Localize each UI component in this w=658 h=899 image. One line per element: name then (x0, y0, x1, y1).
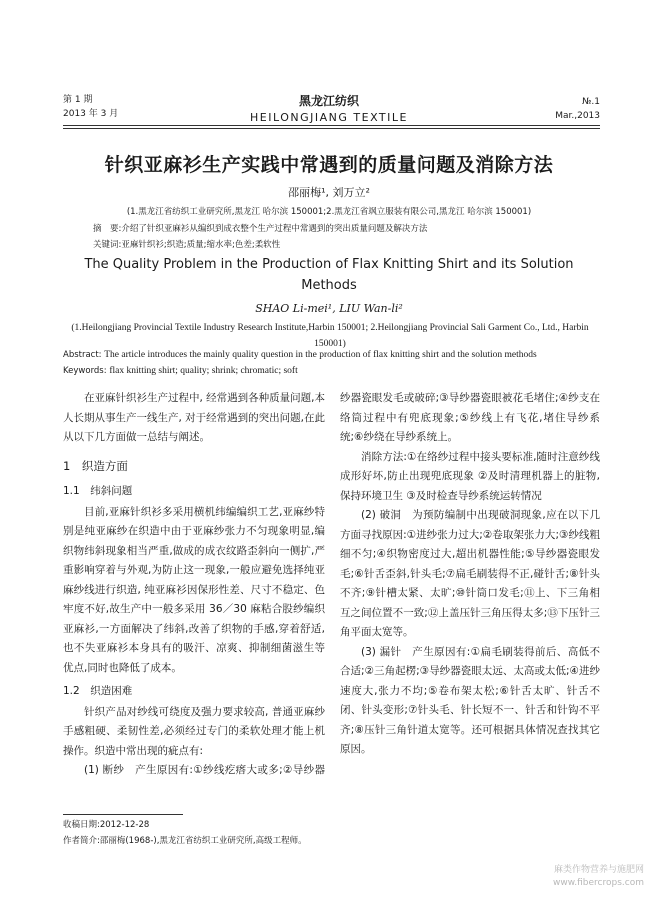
keywords-cn (93, 238, 280, 250)
authors-cn: 邵丽梅¹, 刘万立² (288, 186, 370, 199)
paragraph-dropped-stitch: (3) 漏针 产生原因有:①扁毛刷装得前后、高低不合适;②三角起楞;③导纱器瓷眼太远、太高或太低;④进纱速度大,张力不均;⑤卷布架太松;⑥针舌太旷、针舌不闭、针头变形;⑦针头毛、针长短不一、针舌和针钩不平齐;⑧压针三角针道太宽等。还可根据具体情况查找其它原因。 (340, 645, 600, 755)
article-title-cn: 针织亚麻衫生产实践中常遇到的质量问题及消除方法 (104, 154, 554, 176)
paragraph-1-1: 目前,亚麻针织衫多采用横机纬编编织工艺,亚麻纱特别是纯亚麻纱在织造中由于亚麻纱张力不匀现象明显,编织物纬斜现象相当严重,做成的成衣纹路歪斜向一侧扩,严重影响穿着与外观,为防止这一现象,一般应避免选择纯亚麻纱线进行织造, 纯亚麻衫因保形性差、尺寸不稳定、色牢度不好,故生产中一般多采用 36／30 麻粘合股纱编织亚麻衫,一方面解决了纬斜,改善了织物的手感,穿着舒适,也不失亚麻衫本身具有的吸汗、凉爽、抑制细菌滋生等优点,同时也降低了成本。 (63, 505, 325, 674)
affiliation-cn: (1.黑龙江省纺织工业研究所,黑龙江 哈尔滨 150001;2.黑龙江省飒立服装有限公司,黑龙江 哈尔滨 150001) (126, 207, 532, 217)
abstract-en-label: Abstract: (63, 350, 102, 360)
subsection-heading-1-2: 1.2 织造困难 (63, 685, 133, 697)
watermark-line-2: www.fibercrops.com (553, 878, 644, 888)
paragraph-holes: (2) 破洞 为预防编制中出现破洞现象,应在以下几方面寻找原因:①进纱张力过大;②卷取架张力大;③纱线粗细不匀;④织物密度过大,超出机器性能;⑤导纱器瓷眼发毛;⑥针舌歪斜,针头毛;⑦扁毛刷装得不正,碰针舌;⑧针头不齐;⑨针槽太紧、太旷;⑩针筒口发毛;⑪上、下三角相互之间位置不一致;⑫上盖压针三角压得太多;⑬下压针三角平面太宽等。 (340, 509, 600, 638)
keywords-en (63, 366, 298, 376)
paragraph-broken-yarn-continued: 纱器瓷眼发毛或破碎;③导纱器瓷眼被花毛堵住;④纱支在络筒过程中有兜底现象;⑤纱线上有飞花,堵住导纱系统;⑥纱绕在导纱系统上。 (340, 392, 600, 443)
affiliation-en: (1.Heilongjiang Provincial Textile Industry Research Institute,Harbin 150001; 2.Heilongjiang Provincial Sali Garment Co., Ltd., Harbin 150001) (71, 323, 589, 349)
journal-name-cn: 黑龙江纺织 (298, 94, 359, 108)
paragraph-1-2: 针织产品对纱线可绕度及强力要求较高, 普通亚麻纱手感粗硬、柔韧性差,必须经过专门的柔软处理才能上机操作。织造中常出现的疵点有: (63, 705, 325, 757)
abstract-cn (93, 222, 427, 234)
article-title-en-line2: Methods (301, 278, 357, 293)
body-left-column (63, 389, 325, 781)
received-date: 收稿日期:2012-12-28 (63, 820, 150, 830)
header-rule-bottom (63, 128, 600, 129)
abstract-en (63, 350, 603, 360)
subsection-heading-1-1: 1.1 纬斜问题 (63, 485, 133, 497)
keywords-en-label: Keywords: (63, 366, 107, 376)
journal-issue-en-block (555, 95, 600, 123)
author-bio: 作者简介:邵丽梅(1968-),黑龙江省纺织工业研究所,高级工程师。 (63, 836, 307, 846)
issue-number-cn: 第 1 期 (63, 95, 93, 105)
issue-number-en: №.1 (582, 97, 600, 107)
abstract-cn-label: 摘 要: (93, 224, 122, 234)
footnote-rule (63, 814, 183, 815)
journal-name-en: HEILONGJIANG TEXTILE (250, 111, 408, 124)
site-watermark (553, 864, 644, 890)
header-rule-top (63, 125, 600, 126)
article-title-en (40, 254, 618, 296)
section-heading-1: 1 织造方面 (63, 458, 128, 473)
abstract-en-text: The article introduces the mainly quality question in the production of flax knitting shirt and the solution methods (104, 350, 537, 360)
article-title-en-line1: The Quality Problem in the Production of Flax Knitting Shirt and its Solution (84, 257, 574, 272)
paragraph-broken-yarn: (1) 断纱 产生原因有:①纱线疙瘩大或多;②导纱器 (84, 764, 325, 776)
intro-paragraph: 在亚麻针织衫生产过程中, 经常遇到各种质量问题,本人长期从事生产一线生产, 对于经常遇到的突出问题,在此从以下几方面做一总结与阐述。 (63, 392, 326, 443)
issue-date-cn: 2013 年 3 月 (63, 109, 119, 119)
issue-date-en: Mar.,2013 (555, 111, 600, 121)
watermark-line-1: 麻类作物营养与施肥网 (553, 865, 644, 875)
keywords-cn-label: 关键词: (93, 240, 122, 250)
keywords-cn-text: 亚麻针织衫;织造;质量;缩水率;色差;柔软性 (121, 240, 281, 250)
abstract-cn-text: 介绍了针织亚麻衫从编织到成衣整个生产过程中常遇到的突出质量问题及解决方法 (121, 224, 428, 234)
paragraph-remedy: 消除方法:①在络纱过程中接头要标准,随时注意纱线成形好坏,防止出现兜底现象 ②及时清理机器上的脏物,保持环境卫生 ③及时检查导纱系统运转情况 (340, 450, 600, 502)
authors-en: SHAO Li-mei¹, LIU Wan-li² (255, 302, 403, 315)
body-right-column (340, 389, 600, 760)
keywords-en-text: flax knitting shirt; quality; shrink; chromatic; soft (109, 366, 298, 376)
